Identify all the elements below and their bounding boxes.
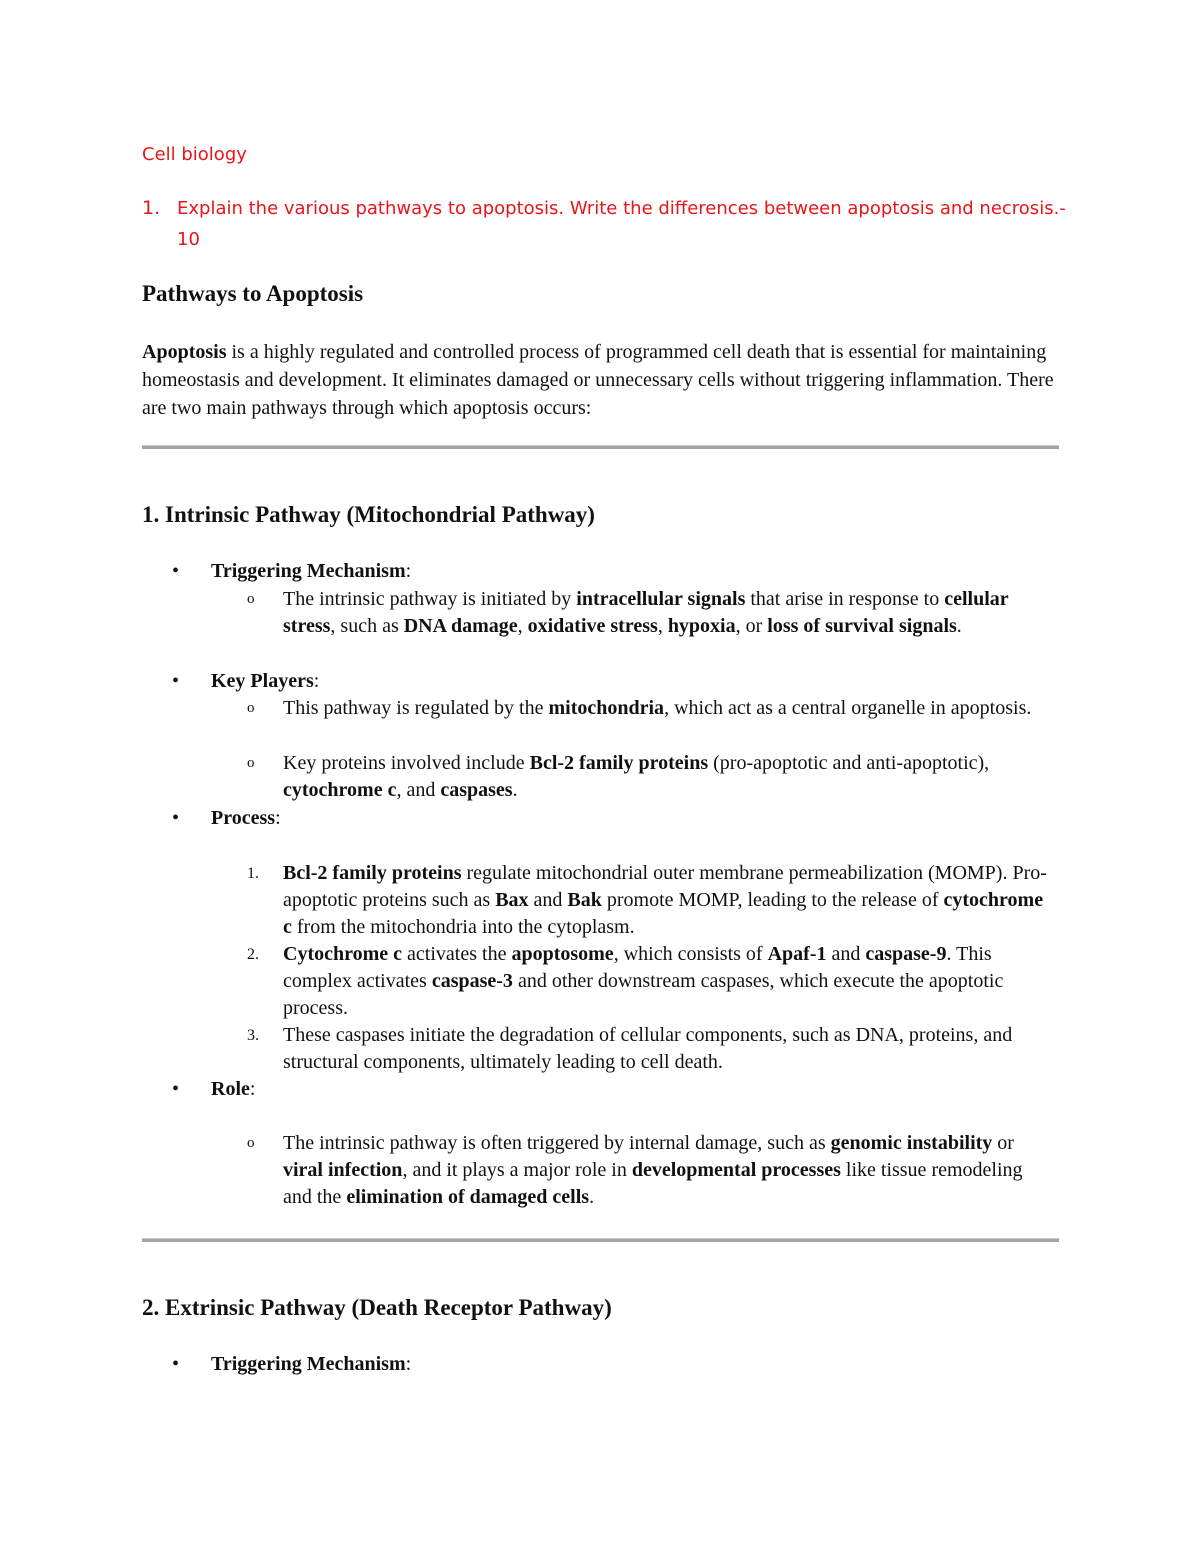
step-number: 1. (247, 865, 259, 882)
sub-bullet-icon: o (247, 1135, 255, 1151)
process-label: Process: (211, 807, 281, 829)
players-text-2: Key proteins involved include Bcl-2 family proteins (pro-apoptotic and anti-apoptotic), cytochrome c, and caspases. (283, 752, 990, 801)
question-text: Explain the various pathways to apoptosis. Write the differences between apoptosis and necrosis.- 10 (177, 198, 1066, 250)
role-text: The intrinsic pathway is often triggered by internal damage, such as genomic instability or viral infection, and it plays a major role in developmental processes like tissue remodeling and the elimination of damaged cells. (283, 1132, 1023, 1208)
sub-bullet-icon: o (247, 755, 255, 771)
heading-intrinsic-pathway: 1. Intrinsic Pathway (Mitochondrial Pathway) (142, 502, 595, 527)
intro-text: is a highly regulated and controlled process of programmed cell death that is essential for maintaining homeostasis and development. It eliminates damaged or unnecessary cells without triggering inflammation. There are two main pathways through which apoptosis occurs: (142, 341, 1054, 419)
process-step-1: Bcl-2 family proteins regulate mitochondrial outer membrane permeabilization (MOMP). Pro-apoptotic proteins such as Bax and Bak promote MOMP, leading to the release of cytochrome c from the mitochondria into the cytoplasm. (283, 862, 1047, 938)
subject-title: Cell biology (142, 144, 247, 165)
bullet-icon: • (172, 670, 180, 692)
sub-bullet-icon: o (247, 591, 255, 607)
heading-extrinsic-pathway: 2. Extrinsic Pathway (Death Receptor Pathway) (142, 1295, 612, 1320)
bullet-icon: • (172, 807, 180, 829)
trigger-label: Triggering Mechanism: (211, 560, 412, 582)
intro-term: Apoptosis (142, 341, 227, 363)
players-text-1: This pathway is regulated by the mitochondria, which act as a central organelle in apoptosis. (283, 697, 1032, 719)
horizontal-rule (142, 1238, 1059, 1242)
step-number: 3. (247, 1027, 259, 1044)
bullet-icon: • (172, 1078, 180, 1100)
bullet-icon: • (172, 560, 180, 582)
trigger-text: The intrinsic pathway is initiated by intracellular signals that arise in response to cellular stress, such as DNA damage, oxidative stress, hypoxia, or loss of survival signals. (283, 588, 1009, 637)
process-step-2: Cytochrome c activates the apoptosome, which consists of Apaf-1 and caspase-9. This complex activates caspase-3 and other downstream caspases, which execute the apoptotic process. (283, 943, 1004, 1019)
sub-bullet-icon: o (247, 700, 255, 716)
role-label: Role: (211, 1078, 256, 1100)
horizontal-rule (142, 445, 1059, 449)
players-label: Key Players: (211, 670, 320, 692)
intro-paragraph (142, 338, 1062, 422)
bullet-icon: • (172, 1353, 180, 1375)
process-step-3: These caspases initiate the degradation of cellular components, such as DNA, proteins, and structural components, ultimately leading to cell death. (283, 1024, 1013, 1073)
extrinsic-trigger-label: Triggering Mechanism: (211, 1353, 412, 1375)
heading-pathways-to-apoptosis: Pathways to Apoptosis (142, 281, 364, 306)
step-number: 2. (247, 946, 259, 963)
question-number: 1. (142, 197, 161, 219)
